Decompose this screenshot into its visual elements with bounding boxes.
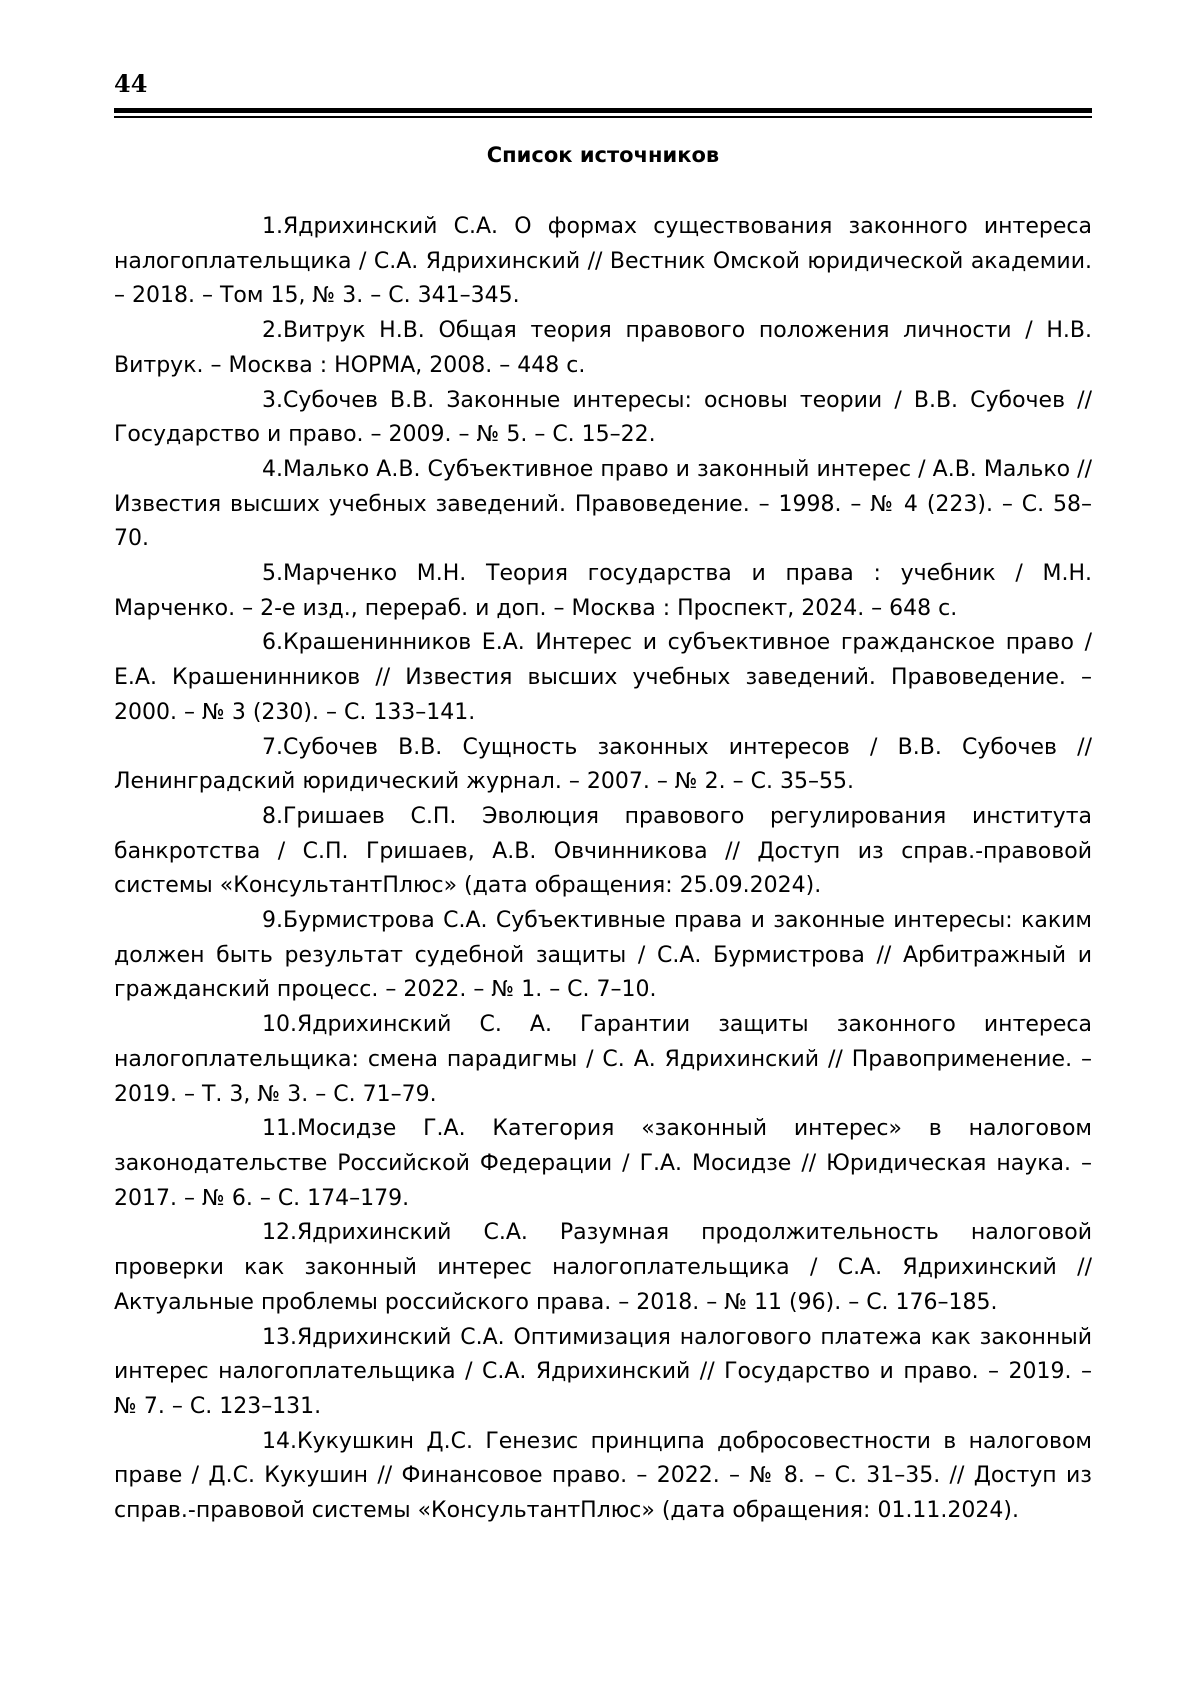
reference-number: 3. — [262, 387, 283, 413]
reference-number: 11. — [262, 1116, 297, 1142]
reference-item — [114, 314, 1092, 383]
reference-text: Субочев В.В. Законные интересы: основы теории / В.В. Субочев // Государство и право. – 2009. – № 5. – С. 15–22. — [114, 387, 1092, 448]
reference-number: 9. — [262, 908, 283, 934]
reference-number: 1. — [262, 214, 283, 239]
reference-item — [114, 210, 1092, 314]
reference-text: Витрук Н.В. Общая теория правового положения личности / Н.В. Витрук. – Москва : НОРМА, 2008. – 448 с. — [114, 318, 1092, 378]
page-number: 44 — [114, 69, 148, 98]
reference-text: Кукушкин Д.С. Генезис принципа добросовестности в налоговом праве / Д.С. Кукушин // Финансовое право. – 2022. – № 8. – С. 31–35. // Доступ из справ.-правовой системы «КонсультантПлюс» (дата обращения: 01.11.2024). — [114, 1428, 1092, 1524]
reference-item — [114, 1425, 1092, 1529]
reference-item — [114, 626, 1092, 730]
reference-number: 2. — [262, 318, 283, 344]
reference-item — [114, 1321, 1092, 1425]
reference-item — [114, 1008, 1092, 1112]
reference-item — [114, 384, 1092, 453]
reference-number: 13. — [262, 1324, 297, 1350]
reference-item — [114, 557, 1092, 626]
reference-item — [114, 731, 1092, 800]
reference-number: 5. — [262, 561, 283, 587]
reference-text: Ядрихинский С.А. Оптимизация налогового платежа как законный интерес налогоплательщика / С.А. Ядрихинский // Государство и право. – 2019. – № 7. – С. 123–131. — [114, 1324, 1092, 1419]
reference-text: Малько А.В. Субъективное право и законный интерес / А.В. Малько // Известия высших учебных заведений. Правоведение. – 1998. – № 4 (223). – С. 58–70. — [114, 456, 1092, 552]
reference-text: Гришаев С.П. Эволюция правового регулирования института банкротства / С.П. Гришаев, А.В. Овчинникова // Доступ из справ.-правовой системы «КонсультантПлюс» (дата обращения: 25.09.2024). — [114, 803, 1092, 899]
reference-number: 14. — [262, 1428, 297, 1454]
reference-number: 8. — [262, 803, 283, 829]
reference-text: Бурмистрова С.А. Субъективные права и законные интересы: каким должен быть результат судебной защиты / С.А. Бурмистрова // Арбитражный и гражданский процесс. – 2022. – № 1. – С. 7–10. — [114, 908, 1092, 1003]
reference-text: Марченко М.Н. Теория государства и права : учебник / М.Н. Марченко. – 2-е изд., перераб. и доп. – Москва : Проспект, 2024. – 648 с. — [114, 561, 1092, 621]
reference-item — [114, 904, 1092, 1008]
reference-item — [114, 1112, 1092, 1216]
reference-item — [114, 800, 1092, 904]
reference-number: 7. — [262, 734, 283, 760]
reference-text: Ядрихинский С.А. Разумная продолжительность налоговой проверки как законный интерес налогоплательщика / С.А. Ядрихинский // Актуальные проблемы российского права. – 2018. – № 11 (96). – С. 176–185. — [114, 1220, 1092, 1315]
reference-item — [114, 1216, 1092, 1320]
reference-text: Субочев В.В. Сущность законных интересов / В.В. Субочев // Ленинградский юридический журнал. – 2007. – № 2. – С. 35–55. — [114, 734, 1092, 795]
reference-number: 6. — [262, 630, 283, 656]
section-title: Список источников — [486, 143, 720, 167]
header-rule-thin — [114, 116, 1092, 118]
reference-number: 12. — [262, 1220, 297, 1246]
reference-text: Ядрихинский С.А. О формах существования законного интереса налогоплательщика / С.А. Ядрихинский // Вестник Омской юридической академии. – 2018. – Том 15, № 3. – С. 341–345. — [114, 214, 1092, 309]
reference-number: 10. — [262, 1012, 297, 1038]
reference-text: Мосидзе Г.А. Категория «законный интерес» в налоговом законодательстве Российской Федерации / Г.А. Мосидзе // Юридическая наука. – 2017. – № 6. – С. 174–179. — [114, 1116, 1092, 1211]
reference-item — [114, 453, 1092, 557]
header-rule-thick — [114, 108, 1092, 113]
reference-text: Крашенинников Е.А. Интерес и субъективное гражданское право / Е.А. Крашенинников // Известия высших учебных заведений. Правоведение. – 2000. – № 3 (230). – С. 133–141. — [114, 630, 1092, 725]
reference-text: Ядрихинский С. А. Гарантии защиты законного интереса налогоплательщика: смена парадигмы / С. А. Ядрихинский // Правоприменение. – 2019. – Т. 3, № 3. – С. 71–79. — [114, 1012, 1092, 1107]
reference-list — [114, 210, 1092, 1529]
reference-number: 4. — [262, 456, 283, 482]
